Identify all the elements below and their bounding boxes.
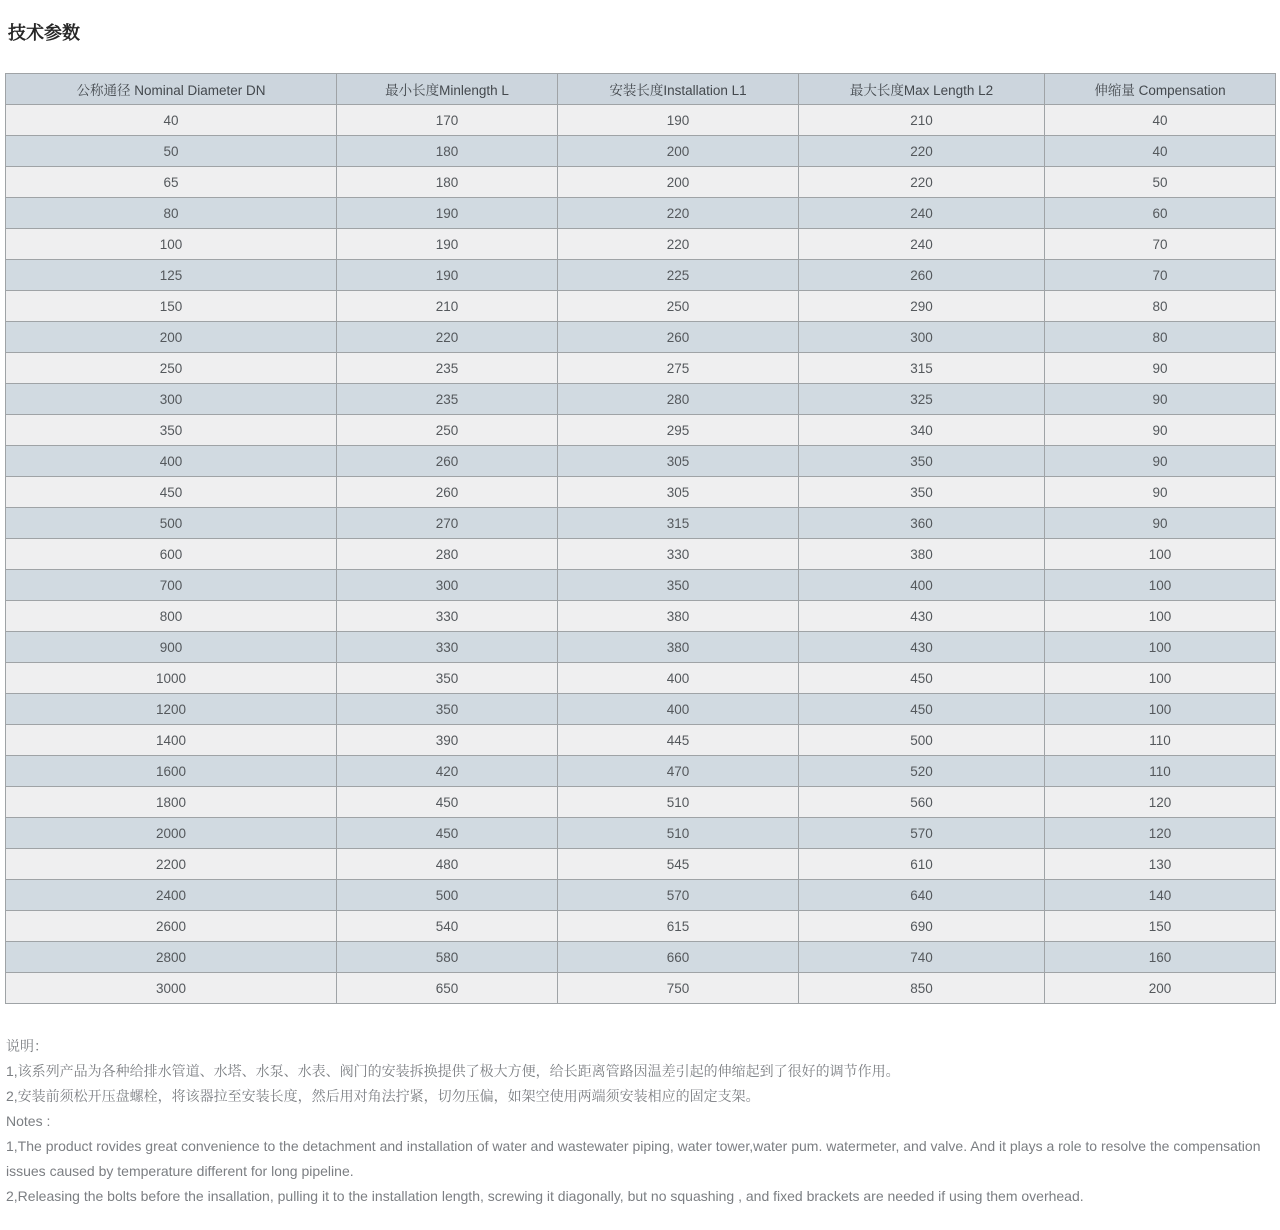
table-cell: 280: [558, 384, 799, 415]
table-cell: 295: [558, 415, 799, 446]
table-row: [6, 911, 1276, 942]
table-cell: 570: [799, 818, 1045, 849]
table-cell: 120: [1045, 787, 1276, 818]
table-cell: 100: [1045, 663, 1276, 694]
table-row: [6, 880, 1276, 911]
table-row: [6, 291, 1276, 322]
table-cell: 615: [558, 911, 799, 942]
table-cell: 100: [1045, 694, 1276, 725]
table-cell: 90: [1045, 477, 1276, 508]
table-row: [6, 477, 1276, 508]
table-cell: 510: [558, 787, 799, 818]
table-cell: 450: [6, 477, 337, 508]
table-cell: 90: [1045, 508, 1276, 539]
table-cell: 580: [337, 942, 558, 973]
table-cell: 235: [337, 384, 558, 415]
table-cell: 350: [799, 446, 1045, 477]
table-cell: 500: [337, 880, 558, 911]
table-row: [6, 632, 1276, 663]
table-cell: 450: [799, 694, 1045, 725]
table-cell: 200: [1045, 973, 1276, 1004]
table-row: [6, 663, 1276, 694]
column-header-compensation: 伸缩量 Compensation: [1045, 74, 1276, 105]
table-cell: 190: [337, 260, 558, 291]
table-row: [6, 973, 1276, 1004]
table-cell: 190: [337, 198, 558, 229]
table-row: [6, 601, 1276, 632]
table-cell: 500: [799, 725, 1045, 756]
table-cell: 740: [799, 942, 1045, 973]
table-cell: 90: [1045, 446, 1276, 477]
table-cell: 200: [558, 136, 799, 167]
table-row: [6, 725, 1276, 756]
table-cell: 400: [558, 694, 799, 725]
table-cell: 330: [337, 632, 558, 663]
table-cell: 570: [558, 880, 799, 911]
table-cell: 260: [558, 322, 799, 353]
table-cell: 2200: [6, 849, 337, 880]
table-cell: 450: [799, 663, 1045, 694]
table-cell: 305: [558, 477, 799, 508]
table-cell: 220: [558, 229, 799, 260]
table-cell: 90: [1045, 384, 1276, 415]
table-cell: 1800: [6, 787, 337, 818]
table-cell: 180: [337, 167, 558, 198]
table-cell: 445: [558, 725, 799, 756]
table-row: [6, 415, 1276, 446]
table-cell: 40: [6, 105, 337, 136]
table-cell: 330: [558, 539, 799, 570]
table-row: [6, 787, 1276, 818]
table-row: [6, 105, 1276, 136]
table-cell: 480: [337, 849, 558, 880]
table-cell: 350: [337, 694, 558, 725]
table-cell: 1000: [6, 663, 337, 694]
table-row: [6, 260, 1276, 291]
table-cell: 140: [1045, 880, 1276, 911]
table-cell: 220: [337, 322, 558, 353]
column-header-nominal-diameter: 公称通径 Nominal Diameter DN: [6, 74, 337, 105]
table-cell: 315: [558, 508, 799, 539]
table-cell: 640: [799, 880, 1045, 911]
table-header-row: [6, 74, 1276, 105]
table-row: [6, 849, 1276, 880]
table-cell: 400: [799, 570, 1045, 601]
table-cell: 470: [558, 756, 799, 787]
table-cell: 40: [1045, 136, 1276, 167]
table-cell: 80: [6, 198, 337, 229]
table-cell: 350: [799, 477, 1045, 508]
table-row: [6, 756, 1276, 787]
table-cell: 545: [558, 849, 799, 880]
table-cell: 350: [6, 415, 337, 446]
table-cell: 160: [1045, 942, 1276, 973]
table-row: [6, 818, 1276, 849]
table-cell: 100: [6, 229, 337, 260]
table-cell: 275: [558, 353, 799, 384]
table-cell: 110: [1045, 725, 1276, 756]
table-cell: 2600: [6, 911, 337, 942]
table-cell: 380: [558, 632, 799, 663]
table-row: [6, 198, 1276, 229]
table-cell: 900: [6, 632, 337, 663]
table-cell: 250: [337, 415, 558, 446]
table-cell: 40: [1045, 105, 1276, 136]
table-cell: 2000: [6, 818, 337, 849]
note-en-2: 2,Releasing the bolts before the insallation, pulling it to the installation length, screwing it diagonally, but no squashing , and fixed brackets are needed if using them overhead.: [6, 1188, 1084, 1204]
table-cell: 220: [799, 136, 1045, 167]
table-cell: 420: [337, 756, 558, 787]
table-cell: 3000: [6, 973, 337, 1004]
table-cell: 70: [1045, 229, 1276, 260]
table-cell: 80: [1045, 322, 1276, 353]
table-cell: 150: [1045, 911, 1276, 942]
column-header-max-length: 最大长度Max Length L2: [799, 74, 1045, 105]
table-cell: 390: [337, 725, 558, 756]
table-cell: 300: [799, 322, 1045, 353]
table-cell: 400: [6, 446, 337, 477]
table-cell: 190: [337, 229, 558, 260]
table-cell: 240: [799, 229, 1045, 260]
table-cell: 100: [1045, 570, 1276, 601]
table-row: [6, 508, 1276, 539]
table-cell: 170: [337, 105, 558, 136]
table-cell: 65: [6, 167, 337, 198]
table-cell: 1600: [6, 756, 337, 787]
table-cell: 500: [6, 508, 337, 539]
table-cell: 250: [6, 353, 337, 384]
table-cell: 400: [558, 663, 799, 694]
table-cell: 2800: [6, 942, 337, 973]
table-cell: 800: [6, 601, 337, 632]
table-cell: 190: [558, 105, 799, 136]
table-row: [6, 446, 1276, 477]
table-cell: 260: [337, 446, 558, 477]
notes-title-en: Notes :: [6, 1113, 51, 1129]
table-cell: 315: [799, 353, 1045, 384]
table-cell: 450: [337, 818, 558, 849]
table-cell: 690: [799, 911, 1045, 942]
table-cell: 1400: [6, 725, 337, 756]
table-cell: 110: [1045, 756, 1276, 787]
notes-title-cn: 说明：: [6, 1038, 48, 1054]
note-en-1: 1,The product rovides great convenience to the detachment and installation of water and wastewater piping, water tower,water pum. watermeter, and valve. And it plays a role to resolve the compensation issues caused by temperature different for long pipeline.: [6, 1138, 1261, 1179]
table-row: [6, 229, 1276, 260]
table-cell: 150: [6, 291, 337, 322]
table-cell: 510: [558, 818, 799, 849]
table-row: [6, 136, 1276, 167]
table-cell: 210: [337, 291, 558, 322]
table-cell: 260: [337, 477, 558, 508]
column-header-min-length: 最小长度Minlength L: [337, 74, 558, 105]
table-cell: 450: [337, 787, 558, 818]
table-cell: 280: [337, 539, 558, 570]
table-cell: 270: [337, 508, 558, 539]
table-cell: 180: [337, 136, 558, 167]
table-cell: 380: [799, 539, 1045, 570]
table-cell: 660: [558, 942, 799, 973]
table-cell: 120: [1045, 818, 1276, 849]
table-cell: 330: [337, 601, 558, 632]
table-row: [6, 322, 1276, 353]
table-cell: 90: [1045, 415, 1276, 446]
table-cell: 50: [6, 136, 337, 167]
table-cell: 700: [6, 570, 337, 601]
table-cell: 350: [337, 663, 558, 694]
table-cell: 290: [799, 291, 1045, 322]
table-cell: 80: [1045, 291, 1276, 322]
table-cell: 360: [799, 508, 1045, 539]
table-cell: 540: [337, 911, 558, 942]
table-cell: 2400: [6, 880, 337, 911]
table-cell: 380: [558, 601, 799, 632]
technical-parameters-table: [5, 73, 1276, 1004]
notes-section: [6, 1034, 1266, 1209]
table-body: [6, 105, 1276, 1004]
table-cell: 430: [799, 632, 1045, 663]
table-row: [6, 539, 1276, 570]
table-cell: 220: [799, 167, 1045, 198]
table-cell: 430: [799, 601, 1045, 632]
table-row: [6, 694, 1276, 725]
table-cell: 350: [558, 570, 799, 601]
table-cell: 250: [558, 291, 799, 322]
table-cell: 560: [799, 787, 1045, 818]
page-title: 技术参数: [8, 23, 80, 43]
table-cell: 100: [1045, 539, 1276, 570]
table-cell: 200: [558, 167, 799, 198]
table-cell: 200: [6, 322, 337, 353]
table-cell: 600: [6, 539, 337, 570]
table-cell: 305: [558, 446, 799, 477]
table-cell: 610: [799, 849, 1045, 880]
table-cell: 125: [6, 260, 337, 291]
table-cell: 100: [1045, 632, 1276, 663]
table-cell: 850: [799, 973, 1045, 1004]
table-cell: 60: [1045, 198, 1276, 229]
table-cell: 130: [1045, 849, 1276, 880]
table-cell: 235: [337, 353, 558, 384]
table-cell: 300: [337, 570, 558, 601]
table-row: [6, 353, 1276, 384]
note-cn-1: 1,该系列产品为各种给排水管道、水塔、水泵、水表、阀门的安装拆换提供了极大方便，给长距离管路因温差引起的伸缩起到了很好的调节作用。: [6, 1063, 900, 1079]
table-cell: 520: [799, 756, 1045, 787]
table-cell: 260: [799, 260, 1045, 291]
table-cell: 325: [799, 384, 1045, 415]
table-cell: 70: [1045, 260, 1276, 291]
table-cell: 100: [1045, 601, 1276, 632]
table-row: [6, 167, 1276, 198]
table-cell: 220: [558, 198, 799, 229]
column-header-installation-length: 安装长度Installation L1: [558, 74, 799, 105]
table-cell: 1200: [6, 694, 337, 725]
table-cell: 50: [1045, 167, 1276, 198]
note-cn-2: 2,安装前须松开压盘螺栓，将该器拉至安装长度，然后用对角法拧紧，切勿压偏，如架空使用两端须安装相应的固定支架。: [6, 1088, 760, 1104]
table-cell: 340: [799, 415, 1045, 446]
table-cell: 90: [1045, 353, 1276, 384]
table-row: [6, 942, 1276, 973]
table-row: [6, 570, 1276, 601]
table-cell: 210: [799, 105, 1045, 136]
table-cell: 240: [799, 198, 1045, 229]
table-cell: 650: [337, 973, 558, 1004]
page: [0, 22, 1280, 1230]
table-row: [6, 384, 1276, 415]
table-cell: 750: [558, 973, 799, 1004]
table-cell: 300: [6, 384, 337, 415]
table-cell: 225: [558, 260, 799, 291]
